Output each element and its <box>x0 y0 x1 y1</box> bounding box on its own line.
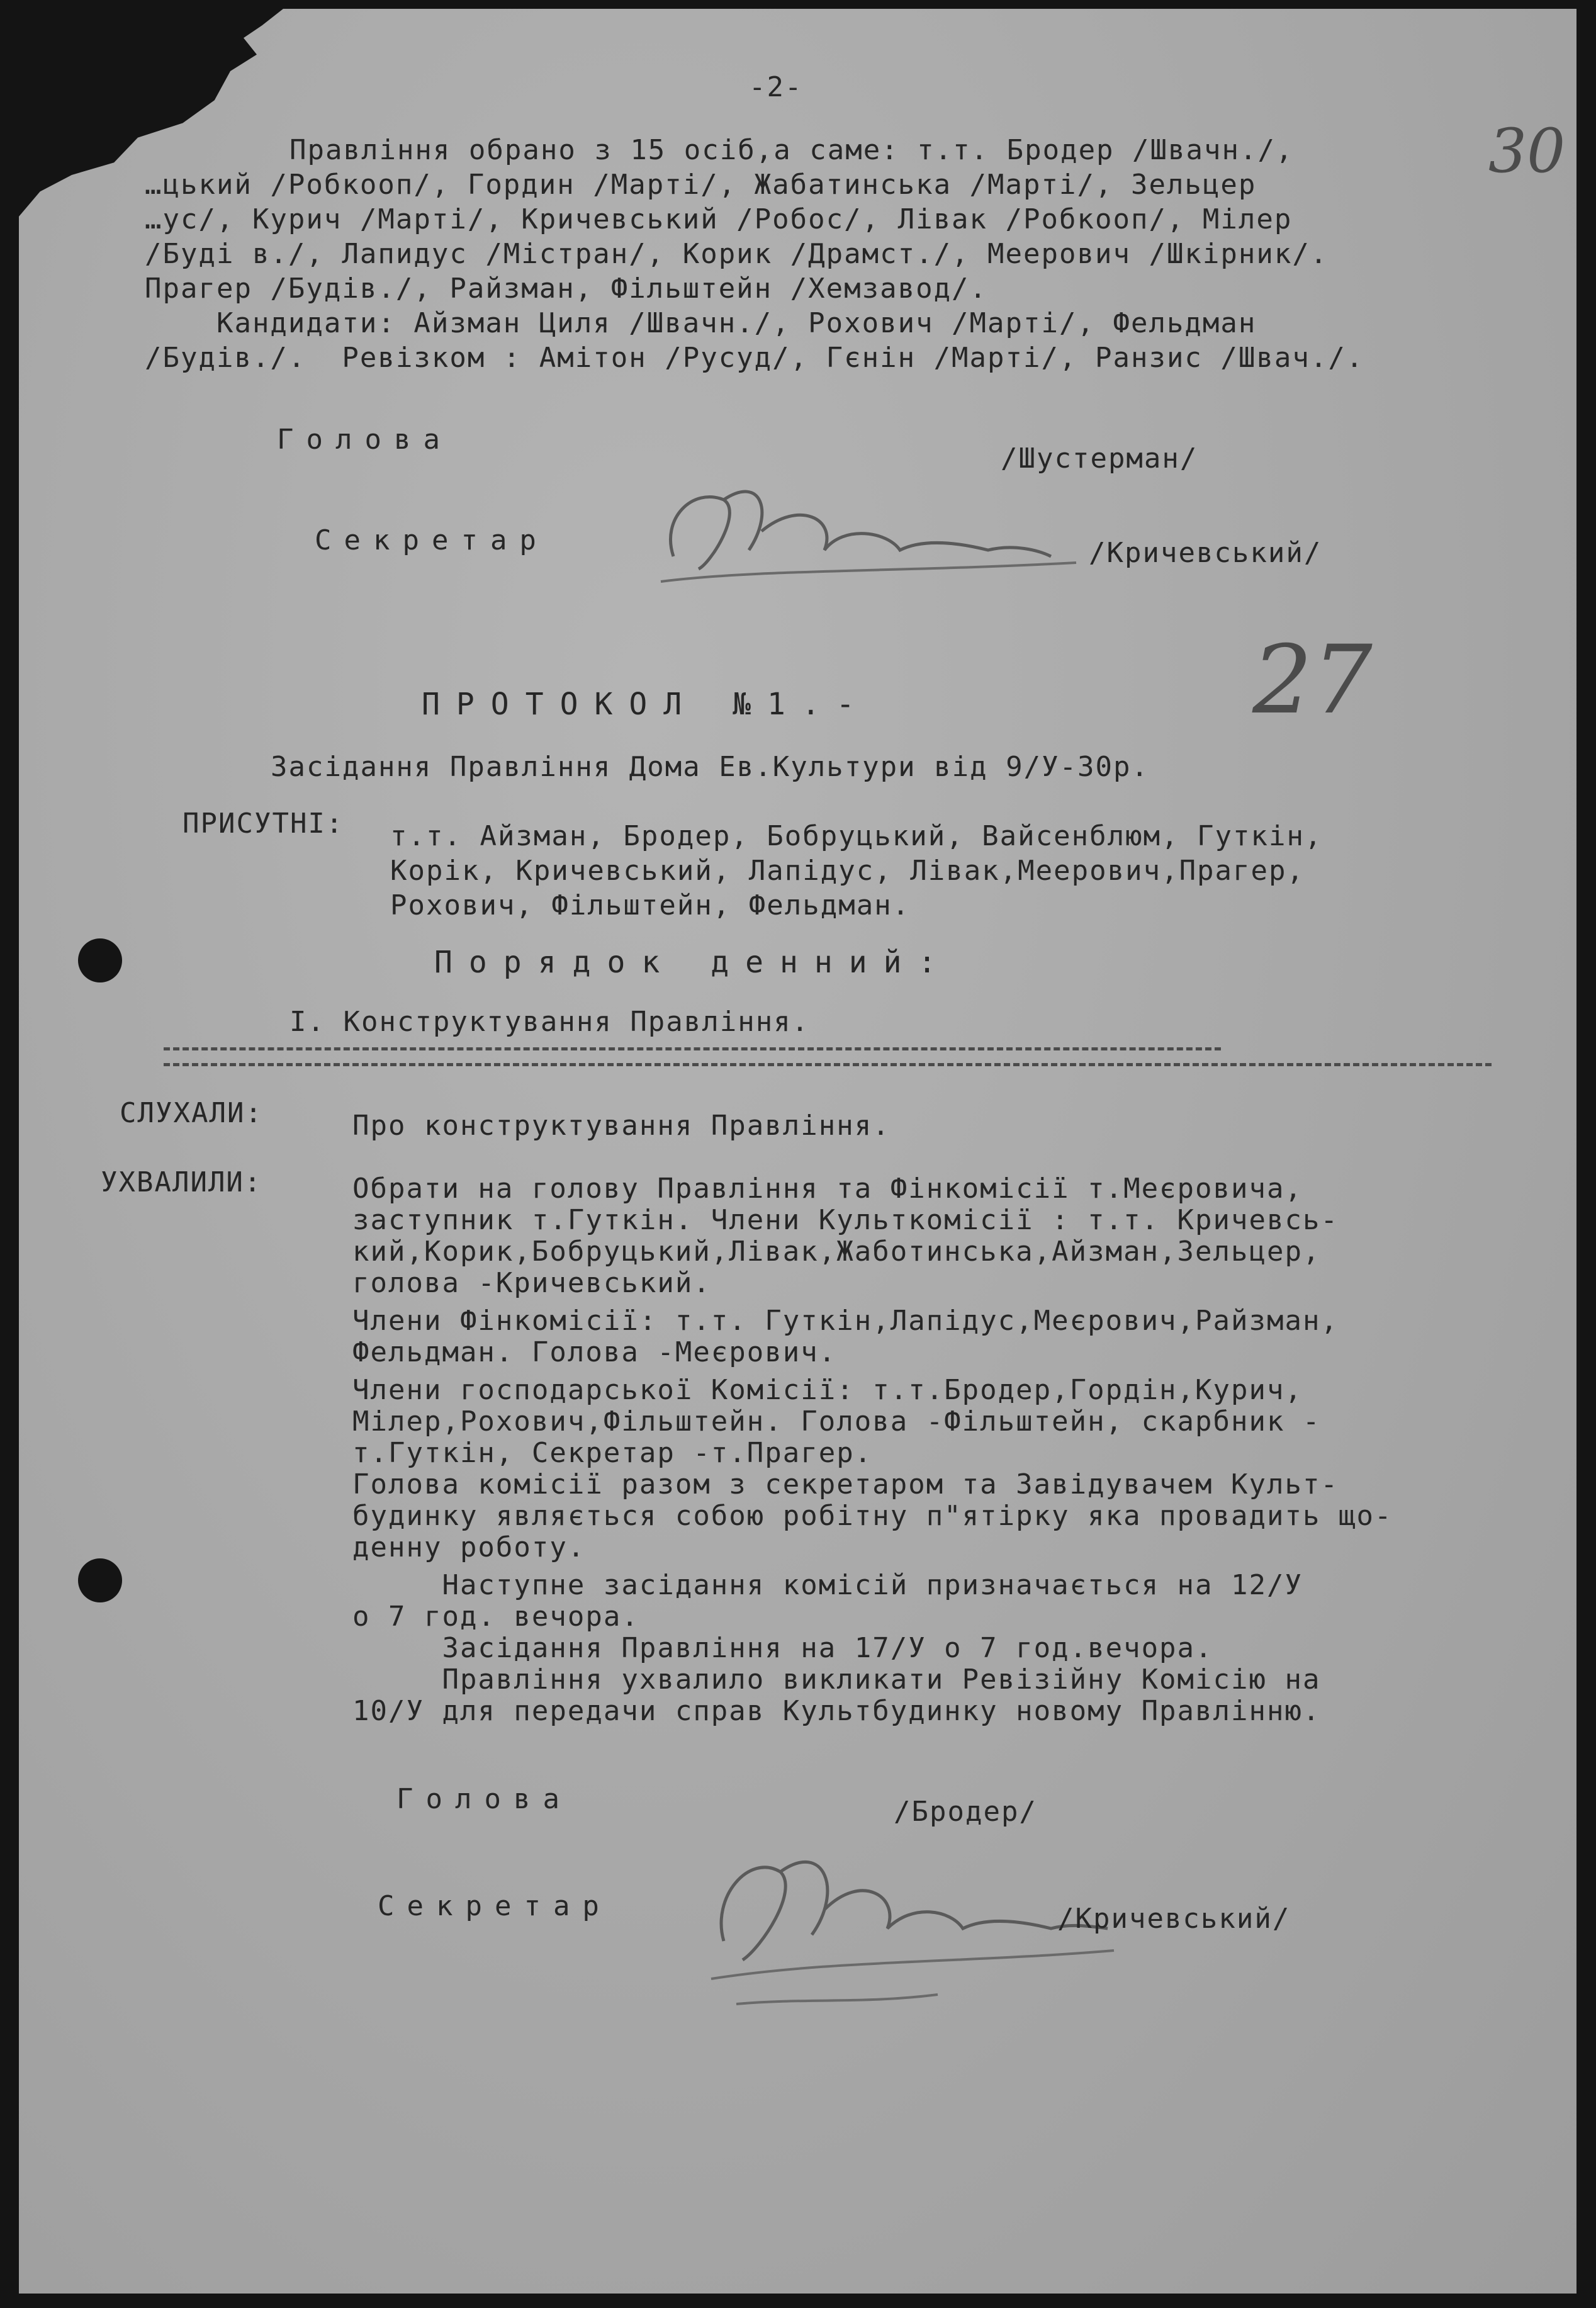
secretary-name: /Кричевський/ <box>1089 537 1322 569</box>
board-line: /Будів./. Ревізком : Амітон /Русуд/, Гєнін /Марті/, Ранзис /Швач./. <box>145 342 1364 374</box>
present-label: ПРИСУТНІ: <box>183 808 344 840</box>
archive-number-top: 30 <box>1488 116 1566 186</box>
agenda-title: Порядок денний: <box>434 945 953 980</box>
board-line: /Буді в./, Лапидус /Містран/, Корик /Драмст./, Меерович /Шкірник/. <box>145 238 1329 270</box>
resolved-line: голова -Кричевський. <box>352 1267 711 1299</box>
resolved-line: денну роботу. <box>352 1531 586 1563</box>
resolved-line: т.Гуткін, Секретар -т.Прагер. <box>352 1437 873 1469</box>
secretary-label: Секретар <box>378 1890 612 1922</box>
resolved-line: заступник т.Гуткін. Члени Культкомісії : т.т. Кричевсь- <box>352 1204 1339 1236</box>
resolved-line: Члени господарської Комісії: т.т.Бродер,Гордін,Курич, <box>352 1374 1303 1406</box>
secretary-signature <box>636 462 1114 600</box>
heard-text: Про конструктування Правління. <box>352 1110 891 1142</box>
resolved-line: кий,Корик,Бобруцький,Лівак,Жаботинська,Айзман,Зельцер, <box>352 1236 1321 1268</box>
resolved-line: Фельдман. Голова -Меєрович. <box>352 1336 837 1368</box>
agenda-item: І. Конструктування Правління. <box>289 1006 810 1038</box>
page-number: -2- <box>749 71 803 103</box>
resolved-line: Обрати на голову Правління та Фінкомісії т.Меєровича, <box>352 1173 1303 1205</box>
board-line: …ус/, Курич /Марті/, Кричевський /Робос/, Лівак /Робкооп/, Мілер <box>145 203 1293 235</box>
heard-label: СЛУХАЛИ: <box>120 1097 263 1129</box>
head-name: /Шустерман/ <box>1001 442 1198 475</box>
resolved-line: Наступне засідання комісій призначається на 12/У <box>352 1569 1303 1601</box>
divider <box>164 1047 1221 1050</box>
head-label: Голова <box>396 1783 572 1815</box>
resolved-line: будинку являється собою робітну п"ятірку яка провадить що- <box>352 1500 1393 1532</box>
archive-number-middle: 27 <box>1252 626 1373 735</box>
punch-hole <box>78 1558 122 1602</box>
resolved-line: Правління ухвалило викликати Ревізійну Комісію на <box>352 1663 1321 1696</box>
present-line: Рохович, Фільштейн, Фельдман. <box>390 889 911 921</box>
head-name: /Бродер/ <box>894 1796 1037 1828</box>
divider <box>164 1063 1492 1066</box>
punch-hole <box>78 938 122 982</box>
resolved-line: Засідання Правління на 17/У о 7 год.вечора. <box>352 1632 1213 1664</box>
board-line: Правління обрано з 15 осіб,а саме: т.т. Бродер /Швачн./, <box>289 134 1294 166</box>
resolved-line: о 7 год. вечора. <box>352 1601 639 1633</box>
resolved-line: Мілер,Рохович,Фільштейн. Голова -Фільштейн, скарбник - <box>352 1405 1321 1438</box>
resolved-label: УХВАЛИЛИ: <box>101 1166 262 1198</box>
secretary-name: /Кричевський/ <box>1057 1903 1291 1935</box>
present-line: т.т. Айзман, Бродер, Бобруцький, Вайсенблюм, Гуткін, <box>390 820 1323 852</box>
board-line: Прагер /Будів./, Райзман, Фільштейн /Хемзавод/. <box>145 273 988 305</box>
board-line: …цький /Робкооп/, Гордин /Марті/, Жабатинська /Марті/, Зельцер <box>145 169 1257 201</box>
meeting-line: Засідання Правління Дома Ев.Культури від 9/У-30р. <box>271 751 1150 783</box>
resolved-line: Члени Фінкомісії: т.т. Гуткін,Лапідус,Меєрович,Райзман, <box>352 1305 1339 1337</box>
board-line: Кандидати: Айзман Циля /Швачн./, Рохович /Марті/, Фельдман <box>145 307 1257 339</box>
protocol-title: ПРОТОКОЛ №1.- <box>422 687 871 722</box>
head-label: Голова <box>277 424 452 456</box>
secretary-label: Секретар <box>315 524 549 556</box>
resolved-line: Голова комісії разом з секретаром та Завідувачем Культ- <box>352 1468 1339 1500</box>
present-line: Корік, Кричевський, Лапідус, Лівак,Меерович,Прагер, <box>390 855 1305 887</box>
resolved-line: 10/У для передачи справ Культбудинку новому Правлінню. <box>352 1695 1321 1727</box>
document-page <box>19 9 1576 2294</box>
